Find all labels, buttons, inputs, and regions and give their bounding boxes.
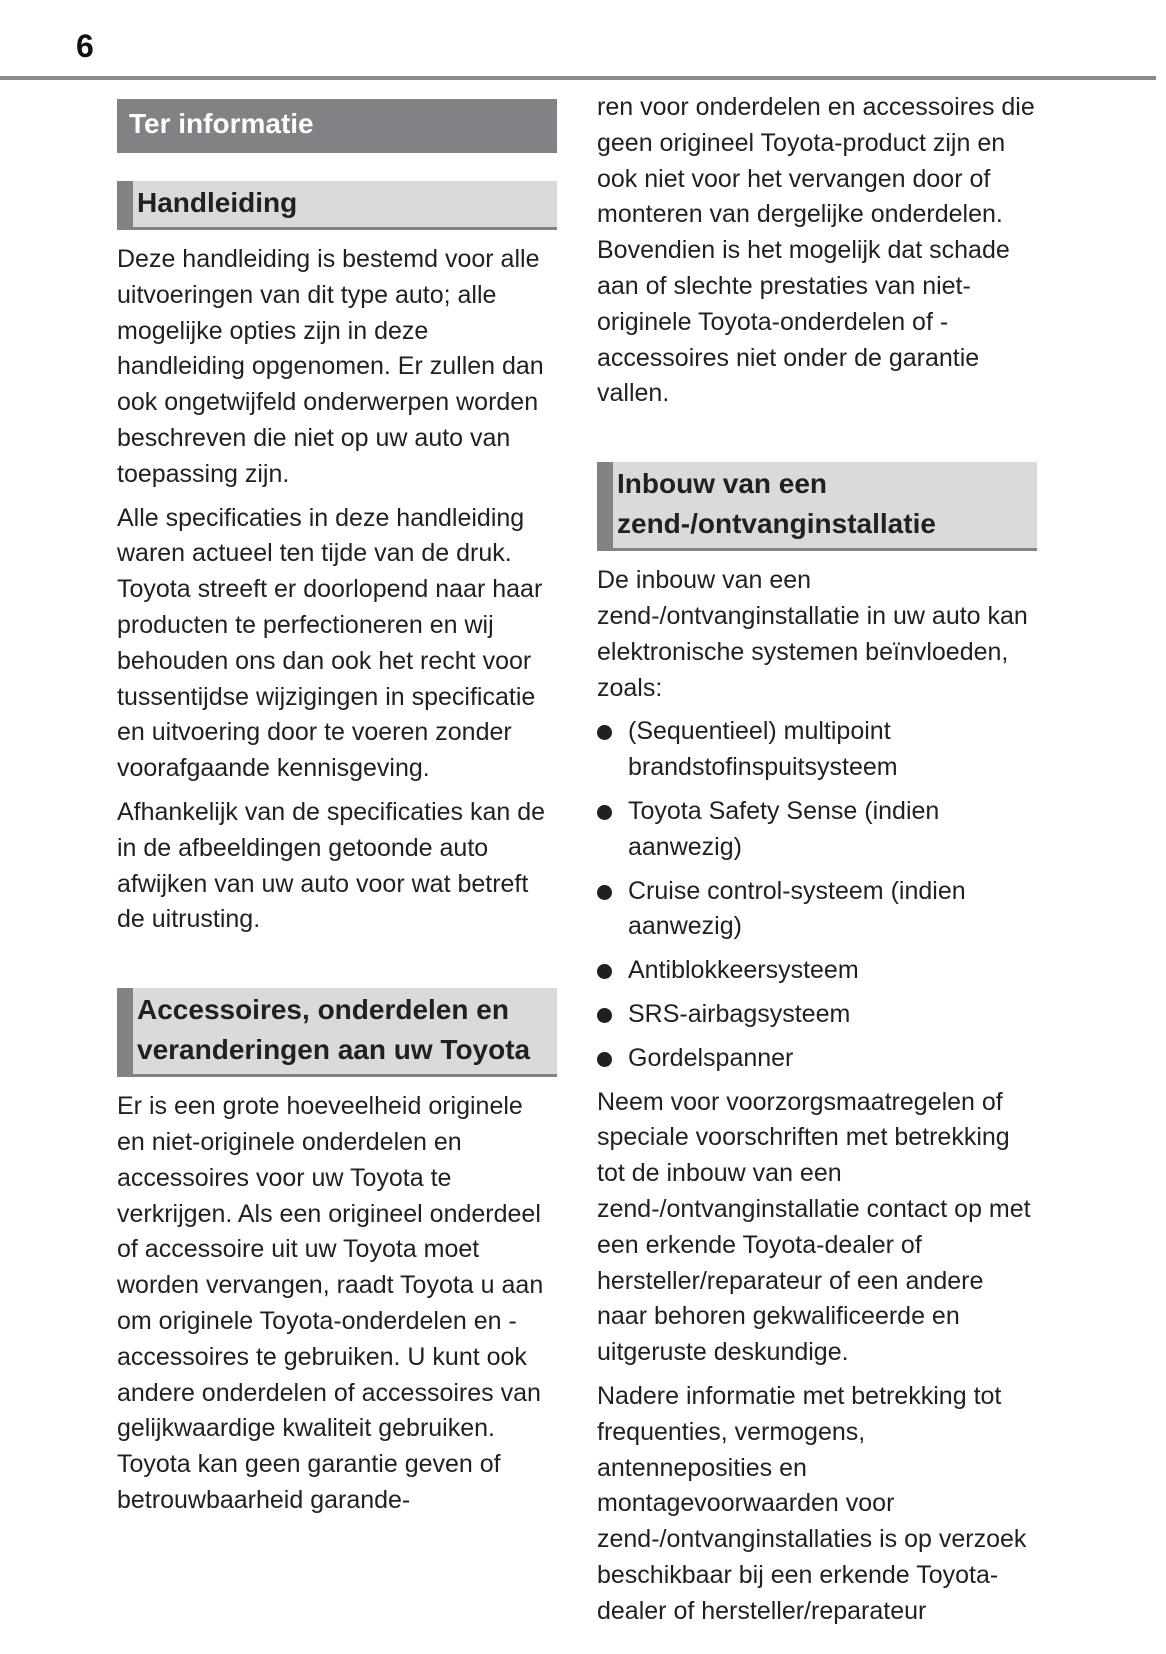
paragraph-intro: De inbouw van een zend-/ontvanginstallatie in uw auto kan elektronische systemen beïnvloeden, zoals: [597, 566, 1028, 702]
right-column [597, 90, 1037, 1637]
list-item: Gordelspanner [597, 1041, 1037, 1077]
paragraph: Er is een grote hoeveelheid originele en niet-originele onderdelen en accessoires voor uw Toyota te verkrijgen. Als een origineel onderdeel of accessoire uit uw Toyota moet worden vervangen, raadt Toyota u aan om originele Toyota-onderdelen en -accessoires te gebruiken. U kunt ook andere onderdelen of accessoires van gelijkwaardige kwaliteit gebruiken. Toyota kan geen garantie geven of betrouwbaarheid garande- [117, 1092, 544, 1514]
section-heading-handleiding: Handleiding [117, 181, 557, 230]
bullet-icon [597, 1008, 612, 1023]
bullet-icon [597, 805, 612, 820]
section-heading-zend-ontvang: Inbouw van een zend-/ontvanginstallatie [597, 462, 1037, 551]
bullet-icon [597, 1052, 612, 1067]
page-number: 6 [76, 28, 94, 64]
paragraph: Deze handleiding is bestemd voor alle uitvoeringen van dit type auto; alle mogelijke opties zijn in deze handleiding opgenomen. Er zullen dan ook ongetwijfeld onderwerpen worden beschreven die niet op uw auto van toepassing zijn. [117, 245, 544, 488]
section-heading-accessoires: Accessoires, onderdelen en veranderingen aan uw Toyota [117, 988, 557, 1077]
bullet-icon [597, 885, 612, 900]
spacer [117, 946, 557, 988]
header-rule [0, 76, 1156, 80]
bullet-icon [597, 725, 612, 740]
chapter-banner: Ter informatie [117, 99, 557, 153]
list-item: Toyota Safety Sense (indien aanwezig) [597, 794, 1037, 866]
paragraph-continuation: ren voor onderdelen en accessoires die geen origineel Toyota-product zijn en ook niet voor het vervangen door of monteren van dergelijke onderdelen. Bovendien is het mogelijk dat schade aan of slechte prestaties van niet-originele Toyota-onderdelen of -accessoires niet onder de garantie vallen. [597, 93, 1035, 408]
paragraph: Alle specificaties in deze handleiding waren actueel ten tijde van de druk. Toyota streeft er doorlopend naar haar producten te perfectioneren en wij behouden ons dan ook het recht voor tussentijdse wijzigingen in specificatie en uitvoering door te voeren zonder voorafgaande kennisgeving. [117, 503, 543, 783]
list-item: SRS-airbagsysteem [597, 997, 1037, 1033]
list-item: (Sequentieel) multipoint brandstofinspuitsysteem [597, 714, 1037, 786]
list-item: Antiblokkeersysteem [597, 953, 1037, 989]
paragraph: Afhankelijk van de specificaties kan de in de afbeeldingen getoonde auto afwijken van uw auto voor wat betreft de uitrusting. [117, 797, 546, 934]
systems-list [597, 714, 1037, 1076]
bullet-icon [597, 964, 612, 979]
spacer [597, 420, 1037, 462]
left-column [117, 99, 557, 1527]
paragraph: Nadere informatie met betrekking tot frequenties, vermogens, antenneposities en montagevoorwaarden voor zend-/ontvanginstallaties is op verzoek beschikbaar bij een erkende Toyota-dealer of hersteller/reparateur [597, 1381, 1027, 1625]
list-item: Cruise control-systeem (indien aanwezig) [597, 874, 1037, 946]
paragraph: Neem voor voorzorgsmaatregelen of speciale voorschriften met betrekking tot de inbouw van een zend-/ontvanginstallatie contact op met een erkende Toyota-dealer of hersteller/reparateur of een andere naar behoren gekwalificeerde en uitgeruste deskundige. [597, 1087, 1031, 1367]
